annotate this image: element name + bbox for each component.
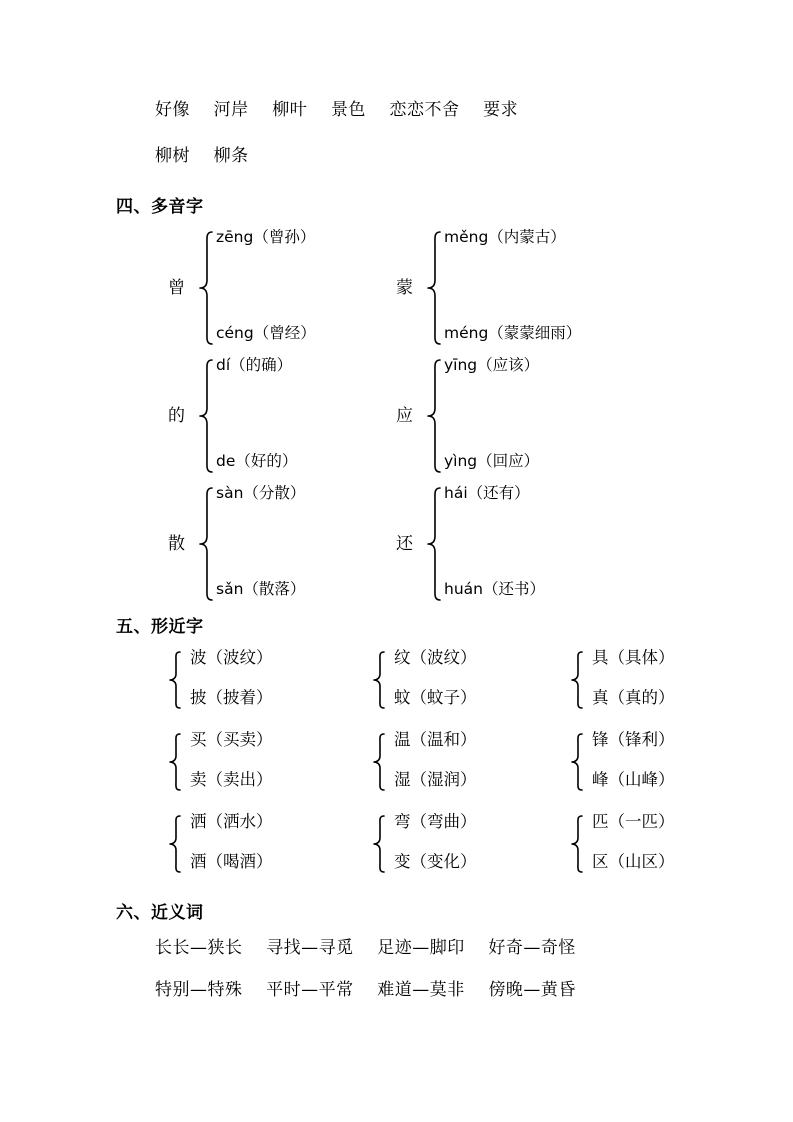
polyphone-char: 曾	[168, 278, 185, 298]
polyphone-reading-2: de（好的）	[216, 452, 298, 470]
section-heading-synonyms: 六、近义词	[116, 903, 204, 923]
polyphone-char: 散	[168, 534, 185, 554]
section-heading-similar-chars: 五、形近字	[116, 617, 204, 637]
curly-brace-icon	[426, 358, 442, 474]
section-heading-polyphone: 四、多音字	[116, 197, 204, 217]
word-list-line-2: 柳树 柳条	[155, 146, 249, 166]
similar-char-entry-1: 波（波纹）	[190, 648, 273, 667]
similar-char-entry-2: 卖（卖出）	[190, 770, 273, 789]
curly-brace-icon	[198, 230, 214, 346]
similar-char-entry-2: 披（披着）	[190, 688, 273, 707]
curly-brace-icon	[426, 230, 442, 346]
curly-brace-icon	[570, 732, 584, 792]
curly-brace-icon	[570, 650, 584, 710]
polyphone-reading-1: hái（还有）	[444, 484, 530, 502]
polyphone-char: 蒙	[396, 278, 413, 298]
word-list-line-1: 好像 河岸 柳叶 景色 恋恋不舍 要求	[155, 100, 519, 120]
polyphone-reading-1: sàn（分散）	[216, 484, 306, 502]
curly-brace-icon	[168, 732, 182, 792]
curly-brace-icon	[198, 486, 214, 602]
polyphone-char: 还	[396, 534, 413, 554]
curly-brace-icon	[570, 814, 584, 874]
polyphone-reading-1: yīng（应该）	[444, 356, 540, 374]
synonym-line-2: 特别—特殊 平时—平常 难道—莫非 傍晚—黄昏	[155, 980, 576, 1000]
similar-char-entry-2: 湿（湿润）	[394, 770, 477, 789]
curly-brace-icon	[426, 486, 442, 602]
curly-brace-icon	[372, 814, 386, 874]
similar-char-entry-2: 真（真的）	[592, 688, 675, 707]
similar-char-entry-2: 蚊（蚊子）	[394, 688, 477, 707]
similar-char-entry-1: 具（具体）	[592, 648, 675, 667]
similar-char-entry-2: 酒（喝酒）	[190, 852, 273, 871]
curly-brace-icon	[168, 650, 182, 710]
curly-brace-icon	[372, 732, 386, 792]
similar-char-entry-2: 峰（山峰）	[592, 770, 675, 789]
polyphone-reading-2: méng（蒙蒙细雨）	[444, 324, 582, 342]
polyphone-reading-2: céng（曾经）	[216, 324, 316, 342]
similar-char-entry-1: 温（温和）	[394, 730, 477, 749]
polyphone-char: 的	[168, 406, 185, 426]
polyphone-reading-2: yìng（回应）	[444, 452, 540, 470]
similar-char-entry-1: 匹（一匹）	[592, 812, 675, 831]
synonym-line-1: 长长—狭长 寻找—寻觅 足迹—脚印 好奇—奇怪	[155, 938, 576, 958]
polyphone-reading-1: měng（内蒙古）	[444, 228, 566, 246]
curly-brace-icon	[168, 814, 182, 874]
similar-char-entry-1: 弯（弯曲）	[394, 812, 477, 831]
polyphone-reading-2: sǎn（散落）	[216, 580, 306, 598]
curly-brace-icon	[372, 650, 386, 710]
polyphone-reading-1: dí（的确）	[216, 356, 293, 374]
similar-char-entry-1: 锋（锋利）	[592, 730, 675, 749]
polyphone-char: 应	[396, 406, 413, 426]
curly-brace-icon	[198, 358, 214, 474]
similar-char-entry-1: 洒（洒水）	[190, 812, 273, 831]
similar-char-entry-2: 区（山区）	[592, 852, 675, 871]
polyphone-reading-1: zēng（曾孙）	[216, 228, 316, 246]
similar-char-entry-1: 买（买卖）	[190, 730, 273, 749]
similar-char-entry-2: 变（变化）	[394, 852, 477, 871]
polyphone-reading-2: huán（还书）	[444, 580, 545, 598]
similar-char-entry-1: 纹（波纹）	[394, 648, 477, 667]
